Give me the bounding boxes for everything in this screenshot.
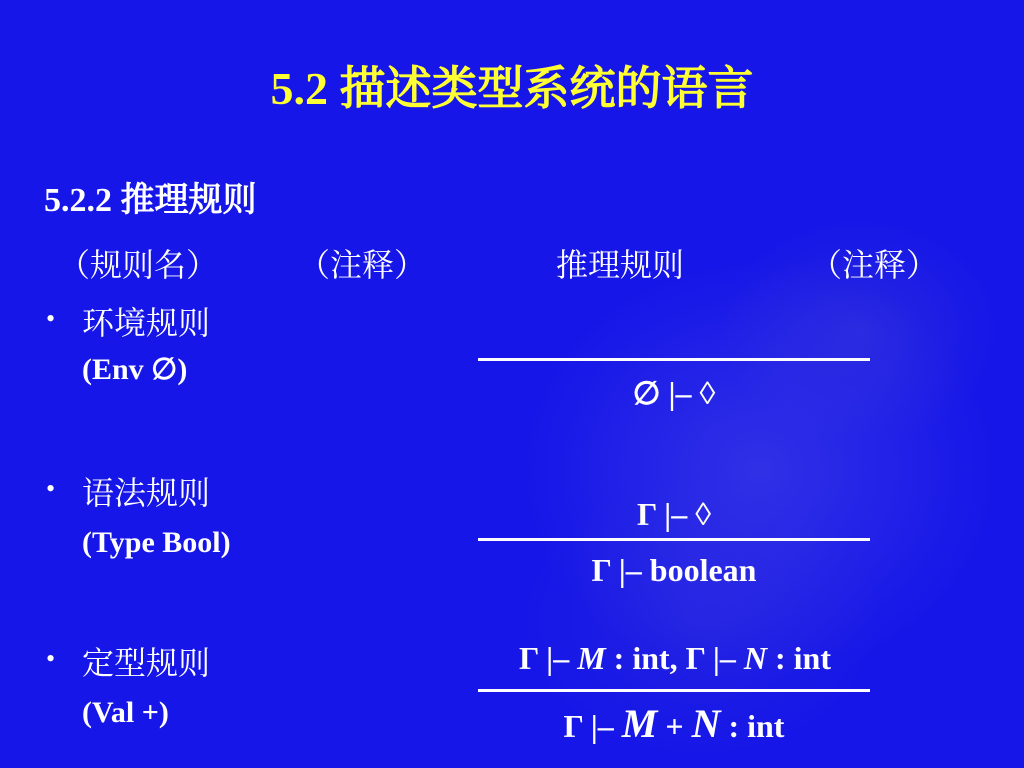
subsection-heading: 5.2.2 推理规则 bbox=[44, 182, 257, 219]
formula-text: : int bbox=[767, 640, 831, 676]
column-header-note-2: （注释） bbox=[810, 247, 939, 283]
rule-label-type-bool: (Type Bool) bbox=[82, 526, 231, 559]
formula-var-n: N bbox=[691, 701, 721, 746]
formula-var-m: M bbox=[577, 640, 606, 676]
bullet-icon: • bbox=[46, 644, 56, 673]
rule-category-syntax: 语法规则 bbox=[82, 475, 211, 511]
rule-category-typing: 定型规则 bbox=[82, 645, 211, 681]
formula-text: Γ |– bbox=[563, 708, 622, 744]
formula-text: + bbox=[657, 708, 692, 744]
formula-text: : int bbox=[720, 708, 785, 744]
inference-bar bbox=[478, 689, 870, 692]
rule-category-environment: 环境规则 bbox=[82, 305, 211, 341]
formula-text: Γ |– bbox=[519, 640, 578, 676]
column-header-inference-rule: 推理规则 bbox=[556, 247, 685, 283]
slide-title: 5.2 描述类型系统的语言 bbox=[270, 63, 754, 114]
formula-text: : int, Γ |– bbox=[605, 640, 744, 676]
rule-label-env: (Env ∅) bbox=[82, 353, 188, 386]
rule-label-val-plus: (Val +) bbox=[82, 696, 169, 729]
column-header-note-1: （注释） bbox=[298, 247, 427, 283]
formula-var-m: M bbox=[621, 701, 658, 746]
rule-premise-val-plus bbox=[470, 640, 880, 677]
rule-conclusion-val-plus bbox=[478, 700, 870, 747]
column-header-rule-name: （规则名） bbox=[58, 247, 219, 283]
inference-bar bbox=[478, 538, 870, 541]
rule-conclusion-env: ∅ |– ◊ bbox=[632, 375, 716, 411]
rule-conclusion-type-bool: Γ |– boolean bbox=[591, 552, 757, 588]
bullet-icon: • bbox=[46, 474, 56, 503]
formula-var-n: N bbox=[743, 640, 767, 676]
inference-bar bbox=[478, 358, 870, 361]
rule-premise-type-bool: Γ |– ◊ bbox=[636, 496, 712, 532]
bullet-icon: • bbox=[46, 304, 56, 333]
